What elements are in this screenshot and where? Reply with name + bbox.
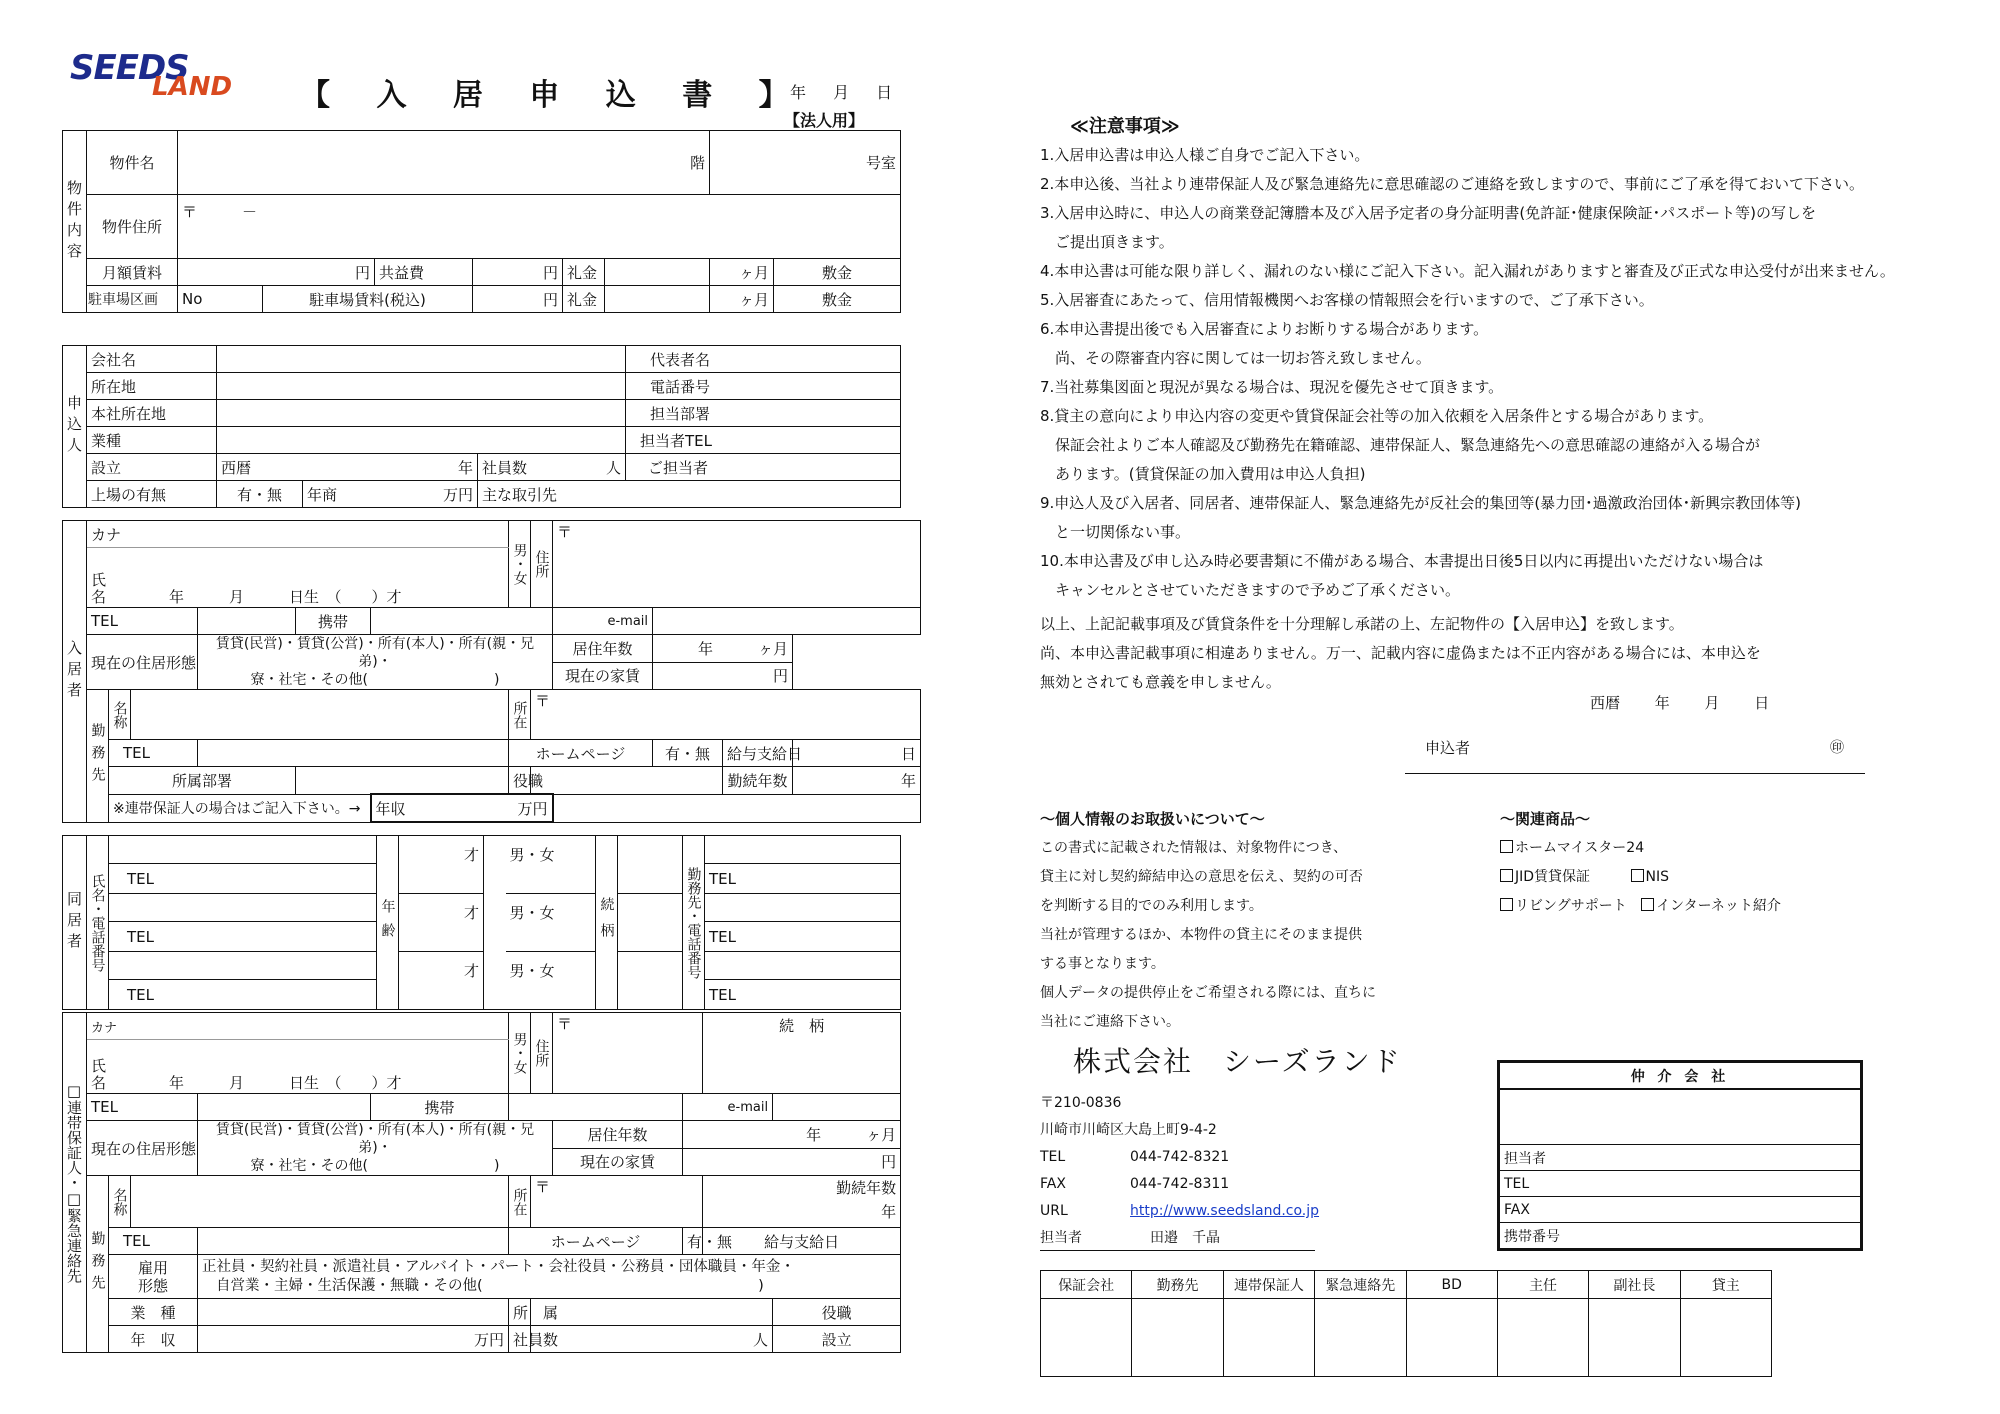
company-name: 株式会社 シーズランド xyxy=(1073,1045,1402,1078)
guarantor-position-label: 役職 xyxy=(773,1299,901,1326)
agent-company-table xyxy=(1497,1060,1863,1251)
cohabitant-work-tel-label: 勤務先・電話番号 xyxy=(683,836,705,1010)
resident-housing-label: 現在の住居形態 xyxy=(87,635,198,690)
cohabitant-2-work[interactable] xyxy=(705,894,901,922)
note-line: 尚、本申込書記載事項に相違ありません。万一、記載内容に虚偽または不正内容がある場合には、本申込を xyxy=(1040,644,1761,662)
resident-email-field[interactable] xyxy=(653,608,921,635)
note-line: 無効とされても意義を申しません。 xyxy=(1040,673,1281,691)
resident-work-loc-field[interactable]: 〒 xyxy=(531,690,921,740)
resident-housing-options[interactable]: 賃貸(民営)・賃貸(公営)・所有(本人)・所有(親・兄弟)・ 寮・社宅・その他( ) xyxy=(198,635,553,690)
note-line: 以上、上記記載事項及び賃貸条件を十分理解し承諾の上、左記物件の【入居申込】を致します。 xyxy=(1040,615,1684,633)
stamp-cell[interactable] xyxy=(1680,1299,1771,1377)
guarantor-emp-type-options[interactable]: 正社員・契約社員・派遣社員・アルバイト・パート・会社役員・公務員・団体職員・年金・ 自営業・主婦・生活保護・無職・その他( ) xyxy=(198,1255,901,1299)
resident-mobile-label: 携帯 xyxy=(296,608,371,635)
guarantor-relation-field[interactable]: 続 柄 xyxy=(703,1013,901,1094)
product-item: リビングサポート xyxy=(1515,898,1627,914)
applicant-signature-label: 申込者 xyxy=(1425,739,1471,757)
company-name-label: 会社名 xyxy=(87,346,217,373)
property-section-label: 物件内容 xyxy=(63,131,87,313)
revenue-field[interactable]: 年商 万円 xyxy=(303,481,478,508)
listed-field[interactable]: 有・無 xyxy=(217,481,303,508)
notes-section xyxy=(1040,112,1980,697)
cohabitant-section-label: 同居者 xyxy=(63,836,87,1010)
cohabitant-1-work-tel[interactable]: TEL xyxy=(705,864,901,894)
parking-deposit-label: 敷金 xyxy=(774,286,901,313)
company-address-block xyxy=(1040,1090,1319,1225)
stamp-cell[interactable] xyxy=(1589,1299,1680,1377)
agent-mobile-field[interactable]: 携帯番号 xyxy=(1499,1223,1862,1250)
guarantor-income-field[interactable]: 万円 xyxy=(198,1326,509,1353)
product-item: JID賃貸保証 xyxy=(1515,869,1591,885)
company-logo: SEEDS LAND xyxy=(70,48,233,102)
guarantor-established-label: 設立 xyxy=(773,1326,901,1353)
checkbox-icon[interactable] xyxy=(1631,869,1644,882)
resident-work-label: 勤務先 xyxy=(87,690,109,823)
resident-mobile-field[interactable] xyxy=(371,608,553,635)
company-fax: 044-742-8311 xyxy=(1130,1176,1230,1192)
resident-email-label: e-mail xyxy=(553,608,653,635)
parking-fee-label: 駐車場賃料(税込) xyxy=(263,286,473,313)
agent-heading: 仲 介 会 社 xyxy=(1499,1062,1862,1090)
parking-key-money-label: 礼金 xyxy=(563,286,605,313)
clients-field[interactable]: 主な取引先 xyxy=(478,481,901,508)
guarantor-mobile-label: 携帯 xyxy=(371,1094,509,1121)
stamp-col-label: 勤務先 xyxy=(1132,1271,1223,1299)
cohabitant-1-work[interactable] xyxy=(705,836,901,864)
note-line: 8.貸主の意向により申込内容の変更や賃貸保証会社等の加入依頼を入居条件とする場合があります。 xyxy=(1040,407,1714,425)
rent-field[interactable]: 円 xyxy=(178,259,375,286)
tel-label: TEL xyxy=(1040,1149,1066,1165)
note-line: ご提出頂きます。 xyxy=(1040,233,1174,251)
note-line: 7.当社募集図面と現況が異なる場合は、現況を優先させて頂きます。 xyxy=(1040,378,1504,396)
property-name-label: 物件名 xyxy=(87,131,178,195)
resident-years-label: 居住年数 xyxy=(553,635,653,663)
company-tel: 044-742-8321 xyxy=(1130,1149,1230,1165)
guarantor-tenure-field[interactable]: 勤続年数 年 xyxy=(703,1176,901,1228)
location-field[interactable] xyxy=(217,373,626,400)
cohabitant-3-age[interactable]: 才 xyxy=(399,952,484,1010)
guarantor-income-label: 年 収 xyxy=(109,1326,198,1353)
resident-homepage-label: ホームページ xyxy=(509,740,653,767)
cohabitant-2-gender[interactable]: 男・女 xyxy=(506,894,596,952)
note-line: あります。(賃貸保証の加入費用は申込人負担) xyxy=(1040,465,1366,483)
parking-fee-field[interactable]: 円 xyxy=(473,286,563,313)
parking-no-field[interactable]: No xyxy=(178,286,263,313)
hq-field[interactable] xyxy=(217,400,626,427)
product-item: ホームマイスター24 xyxy=(1515,840,1645,856)
stamp-cell[interactable] xyxy=(1223,1299,1314,1377)
stamp-col-label: BD xyxy=(1406,1271,1497,1299)
checkbox-icon[interactable] xyxy=(1641,898,1654,911)
deposit-label: 敷金 xyxy=(774,259,901,286)
established-label: 設立 xyxy=(87,454,217,481)
guarantor-affiliation-field[interactable] xyxy=(531,1299,773,1326)
cohabitant-table xyxy=(62,835,901,1010)
property-table xyxy=(62,130,901,313)
note-line: 1.入居申込書は申込人様ご自身でご記入下さい。 xyxy=(1040,146,1370,164)
signature-date: 西暦 年 月 日 xyxy=(1590,694,1770,712)
checkbox-icon[interactable] xyxy=(1500,869,1513,882)
cohabitant-1-name[interactable] xyxy=(109,836,377,864)
guarantor-homepage-label: ホームページ xyxy=(509,1228,683,1255)
guarantor-address-field[interactable]: 〒 xyxy=(553,1013,703,1094)
corporate-tag: 【法人用】 xyxy=(784,111,865,130)
form-date: 年 月 日 xyxy=(790,83,893,102)
stamp-cell[interactable] xyxy=(1497,1299,1588,1377)
location-label: 所在地 xyxy=(87,373,217,400)
resident-position-field[interactable] xyxy=(531,767,723,795)
cohabitant-2-age[interactable]: 才 xyxy=(399,894,484,952)
url-label: URL xyxy=(1040,1203,1068,1219)
cohabitant-2-work-tel[interactable]: TEL xyxy=(705,922,901,952)
resident-address-label: 住所 xyxy=(531,521,553,608)
privacy-heading: ～個人情報のお取扱いについて～ xyxy=(1040,810,1265,828)
guarantor-payday-label: 給与支給日 xyxy=(703,1228,901,1255)
resident-payday-label: 給与支給日 xyxy=(723,740,793,767)
applicant-table xyxy=(62,345,901,508)
tel-person-field[interactable]: 担当者TEL xyxy=(626,427,901,454)
cohabitant-3-gender[interactable]: 男・女 xyxy=(506,952,596,1010)
checkbox-icon[interactable] xyxy=(1500,898,1513,911)
agent-tel-field[interactable]: TEL xyxy=(1499,1171,1862,1197)
cohabitant-3-relation[interactable] xyxy=(618,952,683,1010)
note-line: と一切関係ない事。 xyxy=(1040,523,1191,541)
resident-dept-field[interactable] xyxy=(296,767,509,795)
resident-tenure-field[interactable]: 年 xyxy=(793,767,921,795)
guarantor-email-field[interactable] xyxy=(773,1094,901,1121)
parking-key-money-field[interactable]: ヶ月 xyxy=(710,286,774,313)
guarantor-address-label: 住所 xyxy=(531,1013,553,1094)
guarantor-housing-label: 現在の住居形態 xyxy=(87,1121,198,1176)
checkbox-icon[interactable] xyxy=(1500,840,1513,853)
key-money-field[interactable]: ヶ月 xyxy=(710,259,774,286)
resident-section-label: 入居者 xyxy=(63,521,87,823)
resident-kana-field[interactable]: カナ xyxy=(87,521,509,548)
property-room-field[interactable]: 号室 xyxy=(710,131,901,195)
rep-name-field[interactable]: 代表者名 xyxy=(626,346,901,373)
stamp-col-label: 副社長 xyxy=(1589,1271,1680,1299)
parking-no-label: 駐車場区画 xyxy=(87,286,178,313)
listed-label: 上場の有無 xyxy=(87,481,217,508)
note-line: 4.本申込書は可能な限り詳しく、漏れのない様にご記入下さい。記入漏れがありますと審査及び正式な申込受付が出来ません。 xyxy=(1040,262,1895,280)
cohabitant-1-age[interactable]: 才 xyxy=(399,836,484,894)
approval-stamp-table xyxy=(1040,1270,1772,1377)
privacy-line: 貸主に対し契約締結申込の意思を伝え、契約の可否 xyxy=(1040,869,1363,885)
signature-line[interactable] xyxy=(1405,773,1865,774)
guarantor-industry-label: 業 種 xyxy=(109,1299,198,1326)
resident-position-label: 役職 xyxy=(509,767,531,795)
stamp-col-label: 保証会社 xyxy=(1041,1271,1132,1299)
guarantor-years-label: 居住年数 xyxy=(553,1121,683,1149)
resident-work-name-field[interactable] xyxy=(131,690,509,740)
property-address-label: 物件住所 xyxy=(87,195,178,259)
cohabitant-3-work-tel[interactable]: TEL xyxy=(705,980,901,1010)
resident-income-field[interactable]: 年収 万円 xyxy=(371,794,553,822)
cohabitant-relation-label: 続柄 xyxy=(596,836,618,1010)
guarantor-work-name-field[interactable] xyxy=(131,1176,509,1228)
applicant-section-label: 申込人 xyxy=(63,346,87,508)
note-line: 尚、その際審査内容に関しては一切お答え致しません。 xyxy=(1040,349,1431,367)
guarantor-kana-field[interactable]: カナ xyxy=(87,1013,509,1040)
note-line: 6.本申込書提出後でも入居審査によりお断りする場合があります。 xyxy=(1040,320,1489,338)
cohabitant-1-gender[interactable]: 男・女 xyxy=(506,836,596,894)
cohabitant-name-tel-label: 氏名・電話番号 xyxy=(87,836,109,1010)
guarantor-rent-label: 現在の家賃 xyxy=(553,1148,683,1176)
stamp-col-label: 緊急連絡先 xyxy=(1315,1271,1406,1299)
resident-work-name-label: 名称 xyxy=(109,690,131,740)
guarantor-housing-options[interactable]: 賃貸(民営)・賃貸(公営)・所有(本人)・所有(親・兄弟)・ 寮・社宅・その他( ) xyxy=(198,1121,553,1176)
guarantor-work-loc-label: 所在 xyxy=(509,1176,531,1228)
cohabitant-1-relation[interactable] xyxy=(618,836,683,894)
company-staff: 担当者 田邉 千晶 xyxy=(1040,1230,1220,1246)
resident-rent-field[interactable]: 円 xyxy=(653,662,793,690)
cohabitant-2-name[interactable] xyxy=(109,894,377,922)
guarantor-affiliation-label: 所 属 xyxy=(509,1299,531,1326)
stamp-cell[interactable] xyxy=(1406,1299,1497,1377)
privacy-line: この書式に記載された情報は、対象物件につき、 xyxy=(1040,840,1348,856)
resident-name-field[interactable]: 氏名 年 月 日生 （ ）才 xyxy=(87,548,509,608)
resident-work-loc-label: 所在 xyxy=(509,690,531,740)
privacy-line: を判断する目的でのみ利用します。 xyxy=(1040,898,1263,914)
guarantor-employees-label: 社員数 xyxy=(509,1326,531,1353)
guarantor-tel-field[interactable]: TEL xyxy=(87,1094,198,1121)
stamp-cell[interactable] xyxy=(1315,1299,1406,1377)
guarantor-note: ※連帯保証人の場合はご記入下さい。→ xyxy=(109,794,371,822)
cohabitant-3-work[interactable] xyxy=(705,952,901,980)
stamp-col-label: 主任 xyxy=(1497,1271,1588,1299)
staff-underline xyxy=(1040,1250,1315,1251)
guarantor-work-tel-field[interactable]: TEL xyxy=(109,1228,198,1255)
privacy-section xyxy=(1040,805,1376,1037)
stamp-cell[interactable] xyxy=(1132,1299,1223,1377)
products-heading: ～関連商品～ xyxy=(1500,810,1591,828)
hq-label: 本社所在地 xyxy=(87,400,217,427)
phone-field[interactable]: 電話番号 xyxy=(626,373,901,400)
products-section xyxy=(1500,805,1781,921)
established-field[interactable]: 西暦 年 xyxy=(217,454,478,481)
guarantor-homepage-field[interactable]: 有・無 xyxy=(683,1228,703,1255)
agent-name-field[interactable] xyxy=(1499,1089,1862,1145)
note-line: 9.申込人及び入居者、同居者、連帯保証人、緊急連絡先が反社会的集団等(暴力団･過激政治団体･新興宗教団体等) xyxy=(1040,494,1802,512)
agent-staff-field[interactable]: 担当者 xyxy=(1499,1145,1862,1171)
contact-field[interactable]: ご担当者 xyxy=(626,454,901,481)
seal-icon: ㊞ xyxy=(1830,740,1844,756)
guarantor-emp-type-label: 雇用形態 xyxy=(109,1255,198,1299)
notes-heading: ≪注意事項≫ xyxy=(1070,116,1180,137)
company-name-field[interactable] xyxy=(217,346,626,373)
company-postal: 〒210-0836 xyxy=(1040,1095,1122,1111)
guarantor-work-loc-field[interactable]: 〒 xyxy=(531,1176,703,1228)
guarantor-tel-input[interactable] xyxy=(198,1094,371,1121)
guarantor-table xyxy=(62,1012,901,1353)
resident-tenure-label: 勤続年数 xyxy=(723,767,793,795)
guarantor-employees-field[interactable]: 人 xyxy=(531,1326,773,1353)
resident-gender-field[interactable]: 男・女 xyxy=(509,521,531,608)
cohabitant-2-relation[interactable] xyxy=(618,894,683,952)
guarantor-name-field[interactable]: 氏名 年 月 日生 （ ）才 xyxy=(87,1040,509,1094)
form-title: 【 入 居 申 込 書 】 xyxy=(300,78,807,113)
guarantor-mobile-field[interactable] xyxy=(509,1094,683,1121)
guarantor-work-label: 勤務先 xyxy=(87,1176,109,1353)
fax-label: FAX xyxy=(1040,1176,1066,1192)
privacy-line: 当社が管理するほか、本物件の貸主にそのまま提供 xyxy=(1040,927,1362,943)
privacy-line: 当社にご連絡下さい。 xyxy=(1040,1014,1180,1030)
note-line: 5.入居審査にあたって、信用情報機関へお客様の情報照会を行いますので、ご了承下さい。 xyxy=(1040,291,1654,309)
property-name-field[interactable]: 階 xyxy=(178,131,710,195)
note-line: 3.入居申込時に、申込人の商業登記簿謄本及び入居予定者の身分証明書(免許証･健康保険証･パスポート等)の写しを xyxy=(1040,204,1817,222)
company-address: 川崎市川崎区大島上町9-4-2 xyxy=(1040,1122,1217,1138)
common-fee-field[interactable]: 円 xyxy=(473,259,563,286)
guarantor-industry-field[interactable] xyxy=(198,1299,509,1326)
resident-years-field[interactable]: 年 ヶ月 xyxy=(653,635,793,663)
resident-payday-field[interactable]: 日 xyxy=(793,740,921,767)
resident-work-tel-field[interactable]: TEL xyxy=(109,740,198,767)
note-line: 10.本申込書及び申し込み時必要書類に不備がある場合、本書提出日後5日以内に再提出いただけない場合は xyxy=(1040,552,1764,570)
guarantor-work-name-label: 名称 xyxy=(109,1176,131,1228)
employees-field[interactable]: 社員数 人 xyxy=(478,454,626,481)
privacy-line: 個人データの提供停止をご希望される際には、直ちに xyxy=(1040,985,1376,1001)
cohabitant-3-tel[interactable]: TEL xyxy=(109,980,377,1010)
industry-label: 業種 xyxy=(87,427,217,454)
stamp-col-label: 連帯保証人 xyxy=(1223,1271,1314,1299)
guarantor-email-label: e-mail xyxy=(683,1094,773,1121)
guarantor-section-label: □連帯保証人・□緊急連絡先 xyxy=(63,1013,87,1353)
dept-field[interactable]: 担当部署 xyxy=(626,400,901,427)
stamp-col-label: 貸主 xyxy=(1680,1271,1771,1299)
cohabitant-3-name[interactable] xyxy=(109,952,377,980)
rent-label: 月額賃料 xyxy=(87,259,178,286)
cohabitant-1-tel[interactable]: TEL xyxy=(109,864,377,894)
industry-field[interactable] xyxy=(217,427,626,454)
resident-address-field[interactable]: 〒 xyxy=(553,521,921,608)
property-address-field[interactable]: 〒 － xyxy=(178,195,901,259)
note-line: 2.本申込後、当社より連帯保証人及び緊急連絡先に意思確認のご連絡を致しますので、事前にご了承を得ておいて下さい。 xyxy=(1040,175,1865,193)
agent-fax-field[interactable]: FAX xyxy=(1499,1197,1862,1223)
common-fee-label: 共益費 xyxy=(375,259,473,286)
resident-table xyxy=(62,520,921,823)
product-item: NIS xyxy=(1645,869,1669,885)
note-line: キャンセルとさせていただきますので予めご了承ください。 xyxy=(1040,581,1461,599)
guarantor-years-field[interactable]: 年 ヶ月 xyxy=(683,1121,901,1149)
guarantor-gender-field[interactable]: 男・女 xyxy=(509,1013,531,1094)
privacy-line: する事となります。 xyxy=(1040,956,1165,972)
company-url-link[interactable]: http://www.seedsland.co.jp xyxy=(1130,1203,1320,1219)
product-item: インターネット紹介 xyxy=(1656,898,1781,914)
guarantor-rent-field[interactable]: 円 xyxy=(683,1148,901,1176)
cohabitant-age-label: 年齢 xyxy=(377,836,399,1010)
stamp-cell[interactable] xyxy=(1041,1299,1132,1377)
cohabitant-2-tel[interactable]: TEL xyxy=(109,922,377,952)
resident-homepage-field[interactable]: 有・無 xyxy=(653,740,723,767)
key-money-label: 礼金 xyxy=(563,259,605,286)
resident-rent-label: 現在の家賃 xyxy=(553,662,653,690)
note-line: 保証会社よりご本人確認及び勤務先在籍確認、連帯保証人、緊急連絡先への意思確認の連絡が入る場合が xyxy=(1040,436,1761,454)
resident-tel-field[interactable]: TEL xyxy=(87,608,198,635)
resident-dept-label: 所属部署 xyxy=(109,767,296,795)
resident-tel-input[interactable] xyxy=(198,608,296,635)
